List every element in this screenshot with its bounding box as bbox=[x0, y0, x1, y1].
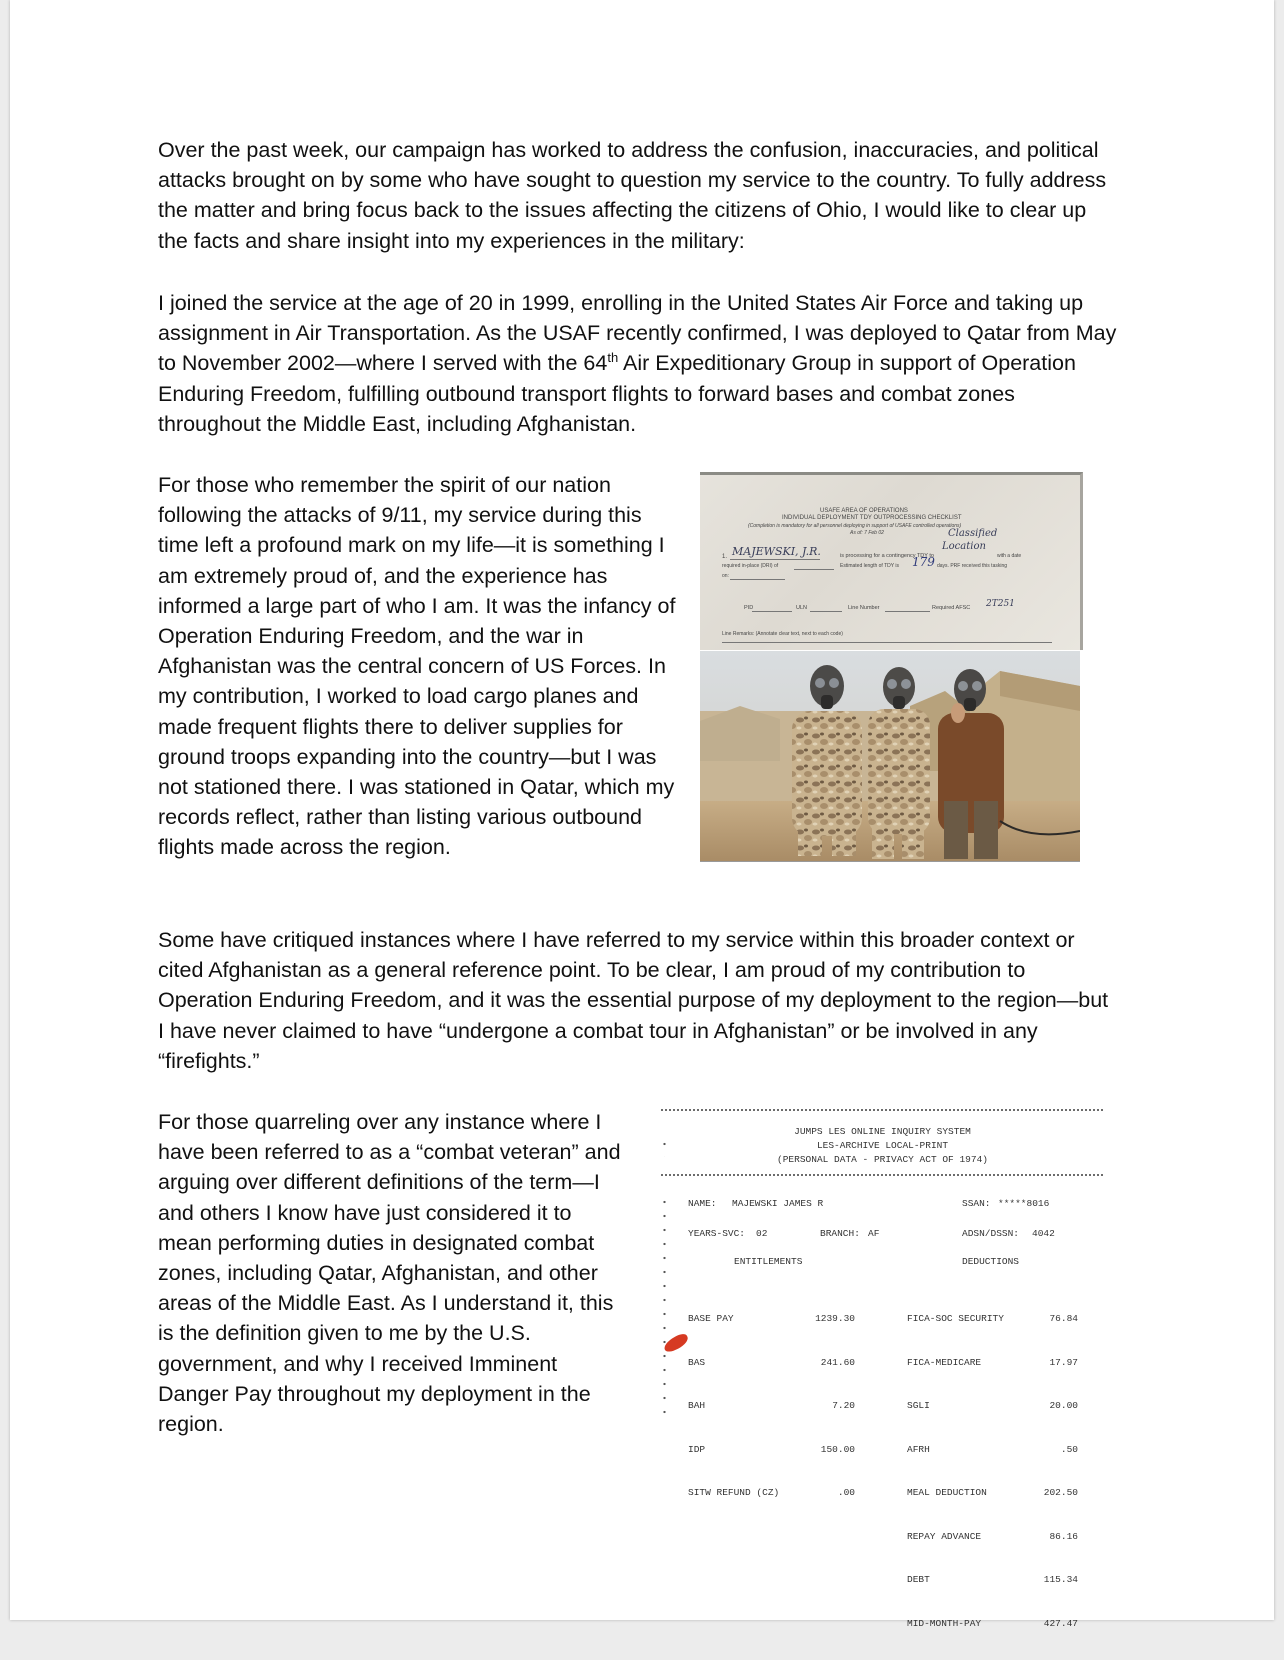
les-deduction-label: MEAL DEDUCTION bbox=[907, 1487, 987, 1498]
ordinal-suffix: th bbox=[607, 350, 619, 366]
les-deduction-amount: 86.16 bbox=[1049, 1530, 1078, 1542]
les-adsn-label: ADSN/DSSN: bbox=[962, 1228, 1020, 1239]
les-branch-label: BRANCH: bbox=[820, 1228, 860, 1239]
les-subtitle: LES-ARCHIVE LOCAL-PRINT bbox=[816, 1140, 949, 1151]
les-pay-statement-image bbox=[660, 1107, 1110, 1629]
les-margin-dots bbox=[663, 1195, 666, 1420]
les-entitlement-amount: 241.60 bbox=[820, 1356, 855, 1368]
checklist-dri-text: required in-place (DRI) of bbox=[722, 563, 779, 569]
handwritten-name: MAJEWSKI, J.R. bbox=[732, 545, 821, 558]
checklist-header: USAFE AREA OF OPERATIONS bbox=[820, 508, 908, 514]
paragraph-service-history bbox=[158, 288, 1118, 439]
document-page bbox=[10, 0, 1274, 1629]
airmen-gas-mask-photo bbox=[700, 651, 1080, 861]
les-deduction-labels bbox=[907, 1283, 1004, 1660]
les-entitlement-amount: 7.20 bbox=[832, 1400, 855, 1411]
les-entitlement-amounts bbox=[790, 1283, 855, 1530]
checklist-pid: PID bbox=[744, 605, 754, 611]
les-deductions-header: DEDUCTIONS bbox=[962, 1256, 1020, 1267]
checklist-date: As of: 7 Feb 02 bbox=[850, 530, 884, 536]
les-entitlement-amount: 150.00 bbox=[820, 1443, 855, 1455]
handwritten-classified: Classified bbox=[948, 528, 998, 539]
les-branch-value: AF bbox=[868, 1228, 880, 1239]
les-deduction-amount: 20.00 bbox=[1049, 1400, 1078, 1411]
les-ssan-label: SSAN: bbox=[962, 1198, 991, 1209]
les-deduction-label: REPAY ADVANCE bbox=[907, 1530, 982, 1542]
paragraph-service-history-text: I joined the service at the age of 20 in 1999, enrolling in the United States Air Force and taking up assignment in Air Transportation. As the USAF recently confirmed, I was deployed to Qatar from May to November 2002—where I served with the 64 bbox=[158, 291, 1117, 376]
paragraph-critique-response: Some have critiqued instances where I have referred to my service within this broader context or cited Afghanistan as a general reference point. To be clear, I am proud of my contribution to Operation Enduring Freedom, and it was the essential purpose of my deployment to the region—but I have never claimed to have “undergone a combat tour in Afghanistan” or be involved in any “firefights.” bbox=[158, 928, 1109, 1073]
les-entitlements-header: ENTITLEMENTS bbox=[734, 1256, 803, 1267]
handwritten-afsc: 2T251 bbox=[986, 599, 1015, 609]
les-deduction-label: FICA-SOC SECURITY bbox=[907, 1313, 1004, 1324]
les-deduction-amount: 115.34 bbox=[1043, 1574, 1078, 1585]
les-entitlement-label: SITW REFUND (CZ) bbox=[688, 1487, 780, 1498]
checklist-processing-text: is processing for a contingency TDY to bbox=[840, 553, 934, 559]
deployment-photo bbox=[700, 651, 1080, 862]
checklist-note: (Completion is mandatory for all personnel deploying in support of USAFE controlled operations) bbox=[748, 523, 962, 529]
les-entitlement-labels bbox=[688, 1283, 779, 1530]
les-name-value: MAJEWSKI JAMES R bbox=[732, 1198, 824, 1209]
les-title: JUMPS LES ONLINE INQUIRY SYSTEM bbox=[794, 1126, 971, 1137]
les-deduction-amounts bbox=[1020, 1283, 1078, 1660]
paragraph-911-service: For those who remember the spirit of our nation following the attacks of 9/11, my service during this time left a profound mark on my life—it is something I am extremely proud of, and the experience has informed a large part of who I am. It was the infancy of Operation Enduring Freedom, and the war in Afghanistan was the central concern of US Forces. In my contribution, I worked to load cargo planes and made frequent flights there to deliver supplies for ground troops expanding into the country—but I was not stationed there. I was stationed in Qatar, which my records reflect, rather than listing various outbound flights made across the region. bbox=[158, 473, 676, 860]
handwritten-location: Location bbox=[942, 541, 986, 552]
checklist-line bbox=[730, 579, 785, 580]
deployment-checklist-image bbox=[700, 472, 1083, 650]
checklist-uln: ULN bbox=[796, 605, 808, 611]
checklist-days-text: days. PRF received this tasking bbox=[937, 563, 1008, 569]
les-entitlement-amount: 1239.30 bbox=[815, 1313, 855, 1324]
les-ssan-value: *****8016 bbox=[998, 1198, 1050, 1209]
les-name-label: NAME: bbox=[688, 1198, 717, 1209]
checklist-line bbox=[885, 611, 930, 612]
les-deduction-label: DEBT bbox=[907, 1574, 930, 1585]
checklist-item-number: 1. bbox=[722, 554, 728, 560]
checklist-line bbox=[794, 569, 834, 570]
paragraph-intro: Over the past week, our campaign has worked to address the confusion, inaccuracies, and political attacks brought on by some who have sought to question my service to the country. To fully address the matter and bring focus back to the issues affecting the citizens of Ohio, I would like to clear up the facts and share insight into my experiences in the military: bbox=[158, 138, 1107, 253]
checklist-line-number: Line Number bbox=[848, 605, 880, 611]
les-entitlement-label: BASE PAY bbox=[688, 1313, 734, 1324]
les-border-mid bbox=[660, 1173, 1105, 1177]
les-deduction-amount: 427.47 bbox=[1043, 1617, 1078, 1629]
checklist-length-text: Estimated length of TDY is bbox=[840, 563, 900, 569]
les-deduction-label: SGLI bbox=[907, 1400, 930, 1411]
checklist-remarks: Line Remarks: (Annotate clear text, next to each code) bbox=[722, 631, 843, 637]
checklist-line bbox=[810, 611, 842, 612]
checklist-subheader: INDIVIDUAL DEPLOYMENT TDY OUTPROCESSING CHECKLIST bbox=[782, 515, 962, 521]
handwritten-days: 179 bbox=[912, 555, 935, 569]
checklist-date-text: with a date bbox=[997, 553, 1022, 559]
les-border-top bbox=[660, 1108, 1105, 1112]
les-deduction-label: AFRH bbox=[907, 1443, 930, 1455]
les-deduction-amount: 76.84 bbox=[1049, 1313, 1078, 1324]
les-deduction-amount: .50 bbox=[1060, 1443, 1078, 1455]
les-entitlement-label: BAH bbox=[688, 1400, 706, 1411]
checklist-on-text: on: bbox=[722, 573, 729, 579]
les-privacy-note: (PERSONAL DATA - PRIVACY ACT OF 1974) bbox=[777, 1154, 988, 1165]
les-adsn-value: 4042 bbox=[1032, 1228, 1055, 1239]
checklist-line bbox=[722, 642, 1052, 643]
les-entitlement-label: IDP bbox=[688, 1443, 706, 1455]
les-years-label: YEARS-SVC: bbox=[688, 1228, 746, 1239]
checklist-line bbox=[730, 559, 820, 560]
les-deduction-amount: 202.50 bbox=[1043, 1487, 1078, 1498]
paragraph-service-history-text-cont: Air Expeditionary Group in support of Operation Enduring Freedom, fulfilling outbound transport flights to forward bases and combat zones throughout the Middle East, including Afghanistan. bbox=[158, 351, 1076, 436]
checklist-line bbox=[752, 611, 792, 612]
les-deduction-label: FICA-MEDICARE bbox=[907, 1356, 982, 1368]
les-entitlement-amount: .00 bbox=[837, 1487, 855, 1498]
les-years-value: 02 bbox=[756, 1228, 768, 1239]
les-deduction-label: MID-MONTH-PAY bbox=[907, 1617, 982, 1629]
les-deduction-amount: 17.97 bbox=[1049, 1356, 1078, 1368]
checklist-required-afsc: Required AFSC bbox=[932, 605, 971, 611]
paragraph-combat-veteran: For those quarreling over any instance where I have been referred to as a “combat veteran” and arguing over different definitions of the term—I and others I know have just considered it to mean performing duties in designated combat zones, including Qatar, Afghanistan, and other areas of the Middle East. As I understand it, this is the definition given to me by the U.S. government, and why I received Imminent Danger Pay throughout my deployment in the region. bbox=[158, 1110, 621, 1437]
les-entitlement-label: BAS bbox=[688, 1356, 706, 1368]
